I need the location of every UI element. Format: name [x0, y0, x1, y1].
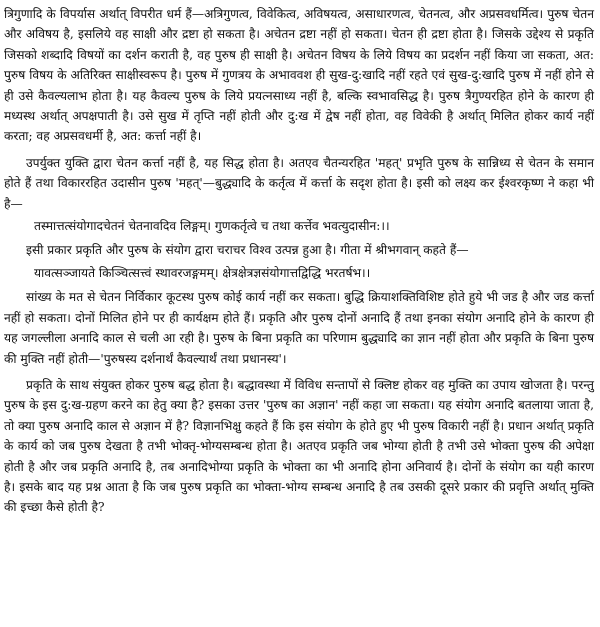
paragraph-chetana-karta: उपर्युक्त युक्ति द्वारा चेतन कर्त्ता नहीं है, यह सिद्ध होता है। अतएव चैतन्यरहित 'महत्' प्रभृति पुरुष के सान्निध्य से चेतन के समान होते हैं तथा विकाररहित उदासीन पुरुष 'महत्'—बुद्ध्यादि के कर्तृत्व में कर्त्ता के सदृश होता है। इसी को लक्ष्य कर ईश्वरकृष्ण ने कहा भी है—: [4, 155, 594, 211]
paragraph-purusha-nature: त्रिगुणादि के विपर्यास अर्थात् विपरीत धर्म हैं—अत्रिगुणत्व, विवेकित्व, अविषयत्व, असाधारणत्व, चेतनत्व, और अप्रसवधर्मित्व। पुरुष चेतन और अविषय है, इसलिये वह साक्षी और द्रष्टा हो सकता है। अचेतन द्रष्टा नहीं हो सकता। चेतन ही द्रष्टा होता है। जिसके उद्देश्य से प्रकृति जिसको शब्दादि विषयों का दर्शन कराती है, वह पुरुष ही साक्षी है। अचेतन विषय के लिये विषय का प्रदर्शन नहीं किया जा सकता, अत: पुरुष विषय के अतिरिक्त साक्षीस्वरूप है। पुरुष में गुणत्रय के अभाववश ही सुख-दु:खादि नहीं रहते एवं सुख-दु:खादि पुरुष में नहीं होने से ही उसे कैवल्यलाभ होता है। यह कैवल्य पुरुष के लिये प्रयत्नसाध्य नहीं है, बल्कि स्वभावसिद्ध है। पुरुष त्रैगुण्यरहित होने के कारण ही मध्यस्थ अर्थात् अपक्षपाती है। उसे सुख में तृप्ति नहीं होती और दु:ख में द्वेष नहीं होता, वह विवेकी है अर्थात् मिलित होकर कार्य नहीं करता; वह अप्रसवधर्मी है, अत: कर्त्ता नहीं है।: [4, 7, 594, 144]
verse-gita: यावत्सञ्जायते किञ्चित्सत्त्वं स्थावरजङ्गमम्। क्षेत्रक्षेत्रज्ञसंयोगात्तद्विद्धि भरतर्षभ।।: [34, 265, 371, 280]
paragraph-sankhya-mata: सांख्य के मत से चेतन निर्विकार कूटस्थ पुरुष कोई कार्य नहीं कर सकता। बुद्धि क्रियाशक्तिविशिष्ट होते हुये भी जड है और जड कर्त्ता नहीं हो सकता। दोनों मिलित होने पर ही कार्यक्षम होते हैं। प्रकृति और पुरुष दोनों अनादि हैं तथा इनका संयोग अनादि होने के कारण ही यह जगल्लीला अनादि काल से चली आ रही है। पुरुष के बिना प्रकृति का परिणाम बुद्ध्यादि का ज्ञान नहीं होता और प्रकृति के बिना पुरुष की मुक्ति नहीं होती—'पुरुषस्य दर्शनार्थं कैवल्यार्थं तथा प्रधानस्य'।: [4, 290, 594, 366]
verse-ishvarakrishna: तस्मात्तत्संयोगादचेतनं चेतनावदिव लिङ्गम्। गुणकर्तृत्वे च तथा कर्त्तेव भवत्युदासीन:।।: [34, 219, 390, 234]
paragraph-prakriti-purusha-sanyoga: इसी प्रकार प्रकृति और पुरुष के संयोग द्वारा चराचर विश्व उत्पन्न हुआ है। गीता में श्रीभगवान् कहते हैं—: [26, 243, 469, 258]
paragraph-bandha-mukti: प्रकृति के साथ संयुक्त होकर पुरुष बद्ध होता है। बद्धावस्था में विविध सन्तापों से क्लिष्ट होकर वह मुक्ति का उपाय खोजता है। परन्तु पुरुष के इस दु:ख-ग्रहण करने का हेतु क्या है? इसका उत्तर 'पुरुष का अज्ञान' नहीं कहा जा सकता। यह संयोग अनादि बतलाया जाता है, तो क्या पुरुष अनादि काल से अज्ञान में है? विज्ञानभिक्षु कहते हैं कि इस संयोग के होते हुए भी पुरुष विकारी नहीं है। प्रधान अर्थात् प्रकृति के कार्य को जब पुरुष देखता है तभी भोक्तृ-भोग्यसम्बन्ध होता है। अतएव प्रकृति जब भोग्या होती है तभी उसे भोक्ता पुरुष की अपेक्षा होती है और जब प्रकृति अनादि है, तब अनादिभोग्या प्रकृति के भोक्ता का भी अनादि होना अनिवार्य है। दोनों के संयोग का यही कारण है। इसके बाद यह प्रश्न आता है कि जब पुरुष प्रकृति का भोक्ता-भोग्य सम्बन्ध अनादि है तब उसकी दूसरे प्रकार की प्रवृत्ति अर्थात् मुक्ति की इच्छा कैसे होती है?: [4, 377, 594, 515]
